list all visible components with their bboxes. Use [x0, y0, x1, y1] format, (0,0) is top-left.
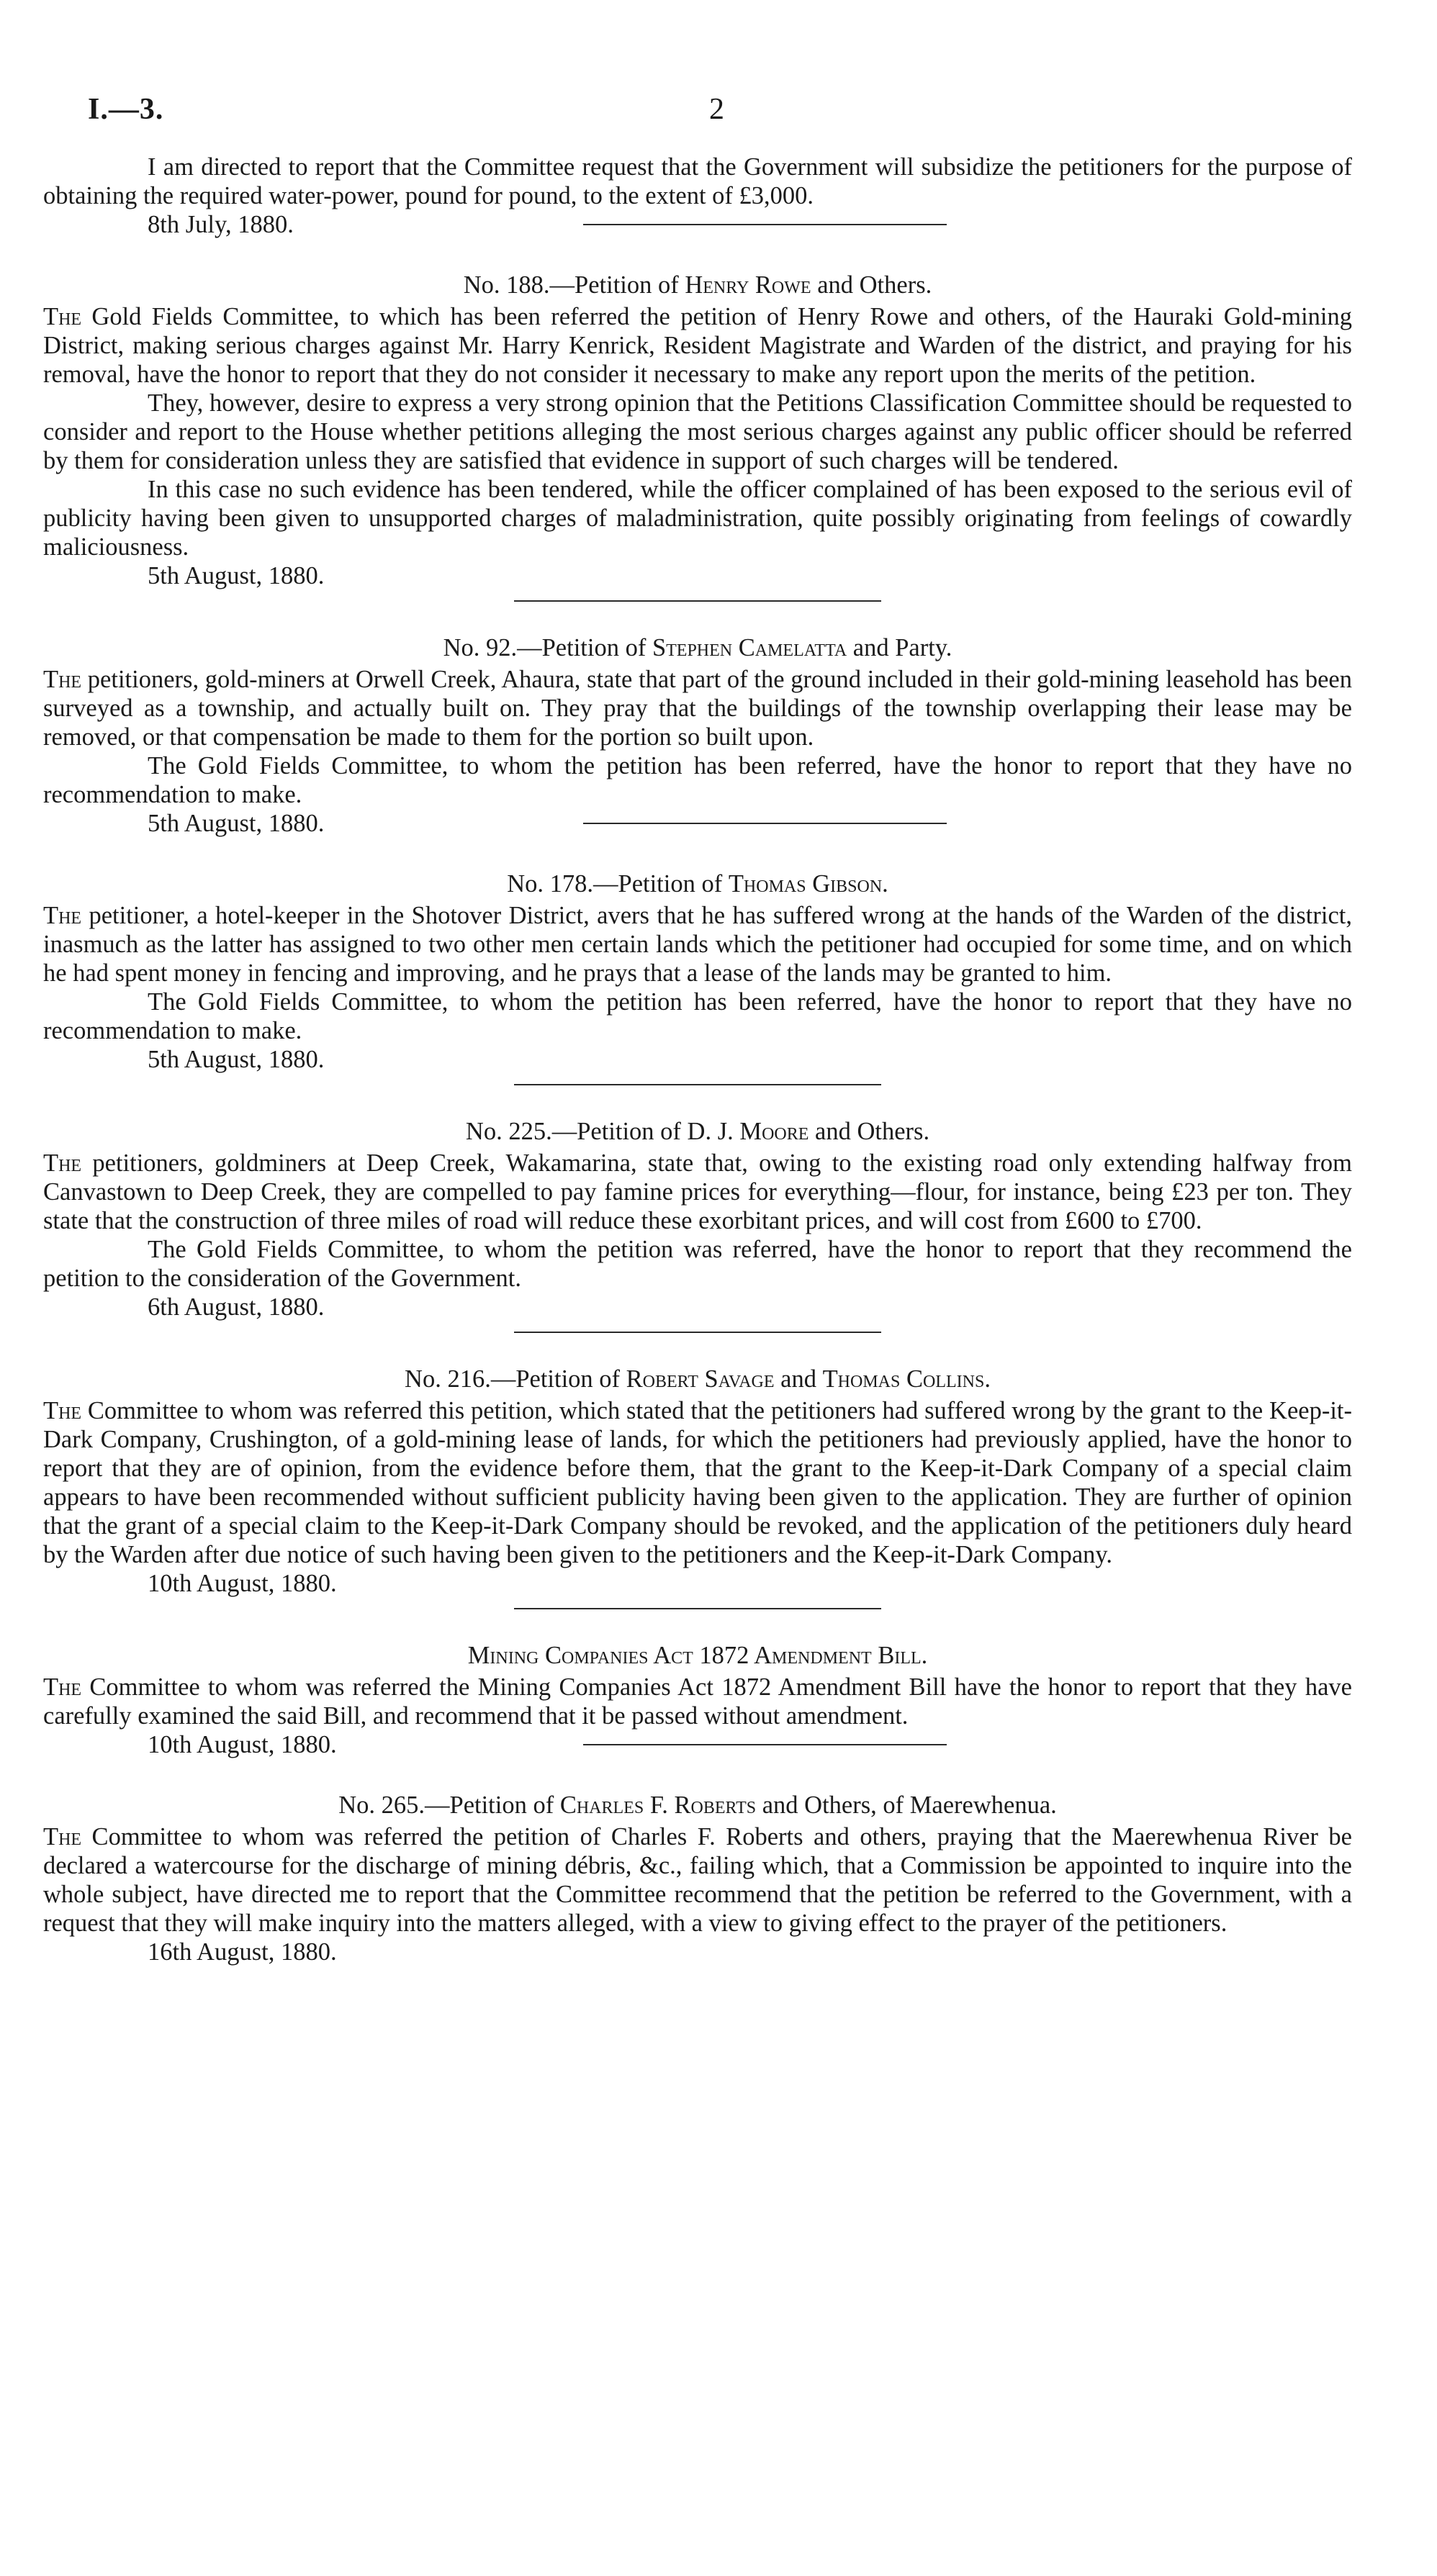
- intro-paragraph: I am directed to report that the Committee request that the Government will subsidize the petitioners for the purpose of obtaining the required water-power, pound for pound, to the extent of £3,000.: [43, 153, 1352, 209]
- section-petition-188: [43, 271, 1352, 602]
- heading-name: Charles F. Roberts: [559, 1791, 757, 1819]
- section-date-row: [43, 809, 1352, 838]
- section-date: 6th August, 1880.: [148, 1293, 325, 1321]
- heading-suffix: and Others, of Maerewhenua.: [756, 1791, 1057, 1819]
- paragraph-text: petitioners, gold-miners at Orwell Creek, Ahaura, state that part of the ground included in their gold-mining leasehold has been surveyed as a township, and actually built on. They pray that the buildings of the township overlapping their lease may be removed, or that compensation be made to them for the portion so built upon.: [43, 666, 1352, 751]
- heading-name: Henry Rowe: [685, 271, 811, 299]
- section-paragraph: [43, 1673, 1352, 1730]
- first-word: The: [43, 1397, 82, 1424]
- section-mining-companies-bill: [43, 1641, 1352, 1759]
- section-heading: [43, 633, 1352, 662]
- section-paragraph: They, however, desire to express a very strong opinion that the Petitions Classification Committee should be requested to consider and report to the House whether petitions alleging the most serious charges against any public officer should be referred by them for consideration unless they are satisfied that evidence in support of such charges will be tendered.: [43, 389, 1352, 474]
- document-body: [43, 153, 1352, 1966]
- heading-suffix: and Others.: [811, 271, 932, 299]
- first-word: The: [43, 666, 82, 693]
- heading-prefix: No. 216.—Petition of: [405, 1365, 626, 1393]
- section-heading: [43, 1641, 1352, 1670]
- section-paragraph: [43, 1396, 1352, 1569]
- section-date: 10th August, 1880.: [148, 1731, 337, 1758]
- heading-suffix: and Party.: [847, 634, 952, 661]
- first-word: The: [43, 303, 82, 330]
- paragraph-text: Committee to whom was referred the Mining Companies Act 1872 Amendment Bill have the honor to report that they have carefully examined the said Bill, and recommend that it be passed without amendment.: [43, 1673, 1352, 1730]
- heading-prefix: No. 265.—Petition of: [338, 1791, 560, 1819]
- paragraph-text: petitioners, goldminers at Deep Creek, Wakamarina, state that, owing to the existing road only extending halfway from Canvastown to Deep Creek, they are compelled to pay famine prices for everything—flour, for instance, being £23 per ton. They state that the construction of three miles of road will reduce these exorbitant prices, and will cost from £600 to £700.: [43, 1149, 1352, 1234]
- section-date: 5th August, 1880.: [148, 810, 325, 837]
- heading-suffix: and Others.: [808, 1118, 930, 1145]
- heading-name: Robert Savage: [626, 1365, 775, 1393]
- section-paragraph: [43, 1149, 1352, 1235]
- heading-suffix: .: [882, 870, 888, 898]
- section-heading: [43, 1791, 1352, 1820]
- heading-prefix: No. 178.—Petition of: [507, 870, 729, 898]
- section-petition-225: [43, 1117, 1352, 1333]
- heading-suffix-2: .: [984, 1365, 991, 1393]
- paragraph-text: Committee to whom was referred the petition of Charles F. Roberts and others, praying that the Maerewhenua River be declared a watercourse for the discharge of mining débris, &c., failing which, that a Commission be appointed to inquire into the whole subject, have directed me to report that the Committee recommend that the petition be referred to the Government, with a request that they will make inquiry into the matters alleged, with a view to giving effect to the prayer of the petitioners.: [43, 1823, 1352, 1937]
- section-divider: [583, 224, 947, 225]
- paragraph-text: petitioner, a hotel-keeper in the Shotover District, avers that he has suffered wrong at the hands of the Warden of the district, inasmuch as the latter has assigned to two other men certain lands which the petitioner had occupied for some time, and on which he had spent money in fencing and improving, and he prays that a lease of the lands may be granted to him.: [43, 902, 1352, 987]
- heading-prefix: No. 188.—Petition of: [463, 271, 685, 299]
- section-divider: [583, 823, 947, 824]
- first-word: The: [43, 1673, 82, 1701]
- page-identifier: I.—3.: [88, 93, 164, 126]
- first-word: The: [43, 902, 82, 929]
- paragraph-text: Gold Fields Committee, to which has been referred the petition of Henry Rowe and others, of the Hauraki Gold-mining District, making serious charges against Mr. Harry Kenrick, Resident Magistrate and Warden of the district, and praying for his removal, have the honor to report that they do not consider it necessary to make any report upon the merits of the petition.: [43, 303, 1352, 388]
- heading-suffix: and: [774, 1365, 823, 1393]
- first-word: The: [43, 1823, 82, 1850]
- section-petition-178: [43, 869, 1352, 1085]
- intro-date: 8th July, 1880.: [148, 211, 294, 238]
- section-petition-216: [43, 1365, 1352, 1609]
- heading-name: Thomas Gibson: [728, 870, 883, 898]
- section-paragraph: The Gold Fields Committee, to whom the petition has been referred, have the honor to report that they have no recommendation to make.: [43, 988, 1352, 1044]
- section-paragraph: [43, 302, 1352, 389]
- section-paragraph: [43, 665, 1352, 751]
- section-paragraph: In this case no such evidence has been tendered, while the officer complained of has been exposed to the serious evil of publicity having been given to unsupported charges of maladministration, quite possibly originating from feelings of cowardly maliciousness.: [43, 476, 1352, 561]
- section-paragraph: The Gold Fields Committee, to whom the petition was referred, have the honor to report that they recommend the petition to the consideration of the Government.: [43, 1236, 1352, 1292]
- heading-name: Stephen Camelatta: [652, 634, 847, 661]
- section-heading: [43, 1365, 1352, 1393]
- section-heading: [43, 271, 1352, 299]
- section-date: 5th August, 1880.: [148, 562, 325, 589]
- heading-name-2: Thomas Collins: [822, 1365, 985, 1393]
- section-divider: [583, 1744, 947, 1745]
- heading-suffix: .: [921, 1642, 928, 1669]
- section-paragraph: The Gold Fields Committee, to whom the petition has been referred, have the honor to report that they have no recommendation to make.: [43, 752, 1352, 808]
- intro-date-row: [43, 210, 1352, 239]
- section-petition-265: [43, 1791, 1352, 1966]
- heading-name: Mining Companies Act 1872 Amendment Bill: [467, 1642, 922, 1669]
- section-date: 16th August, 1880.: [148, 1938, 337, 1966]
- section-date: 5th August, 1880.: [148, 1046, 325, 1073]
- section-paragraph: [43, 901, 1352, 988]
- paragraph-text: Committee to whom was referred this petition, which stated that the petitioners had suffered wrong by the grant to the Keep-it-Dark Company, Crushington, of a gold-mining lease of lands, for which the petitioners had previously applied, have the honor to report that they are of opinion, from the evidence before them, that the grant to the Keep-it-Dark Company of a special claim appears to have been recommended without sufficient publicity having been given to the application. They are further of opinion that the grant of a special claim to the Keep-it-Dark Company should be revoked, and the application of the petitioners duly heard by the Warden after due notice of such having been given to the petitioners and the Keep-it-Dark Company.: [43, 1397, 1352, 1568]
- intro-block: [43, 153, 1352, 239]
- section-petition-92: [43, 633, 1352, 838]
- heading-prefix: No. 92.—Petition of: [443, 634, 652, 661]
- heading-name: D. J. Moore: [687, 1118, 809, 1145]
- section-divider: [514, 600, 881, 602]
- section-heading: [43, 1117, 1352, 1146]
- section-heading: [43, 869, 1352, 898]
- section-divider: [514, 1608, 881, 1609]
- first-word: The: [43, 1149, 82, 1177]
- section-divider: [514, 1084, 881, 1085]
- page-number: 2: [709, 93, 724, 126]
- heading-prefix: No. 225.—Petition of: [465, 1118, 688, 1145]
- section-date: 10th August, 1880.: [148, 1570, 337, 1597]
- section-divider: [514, 1332, 881, 1333]
- section-paragraph: [43, 1822, 1352, 1938]
- section-date-row: [43, 1730, 1352, 1759]
